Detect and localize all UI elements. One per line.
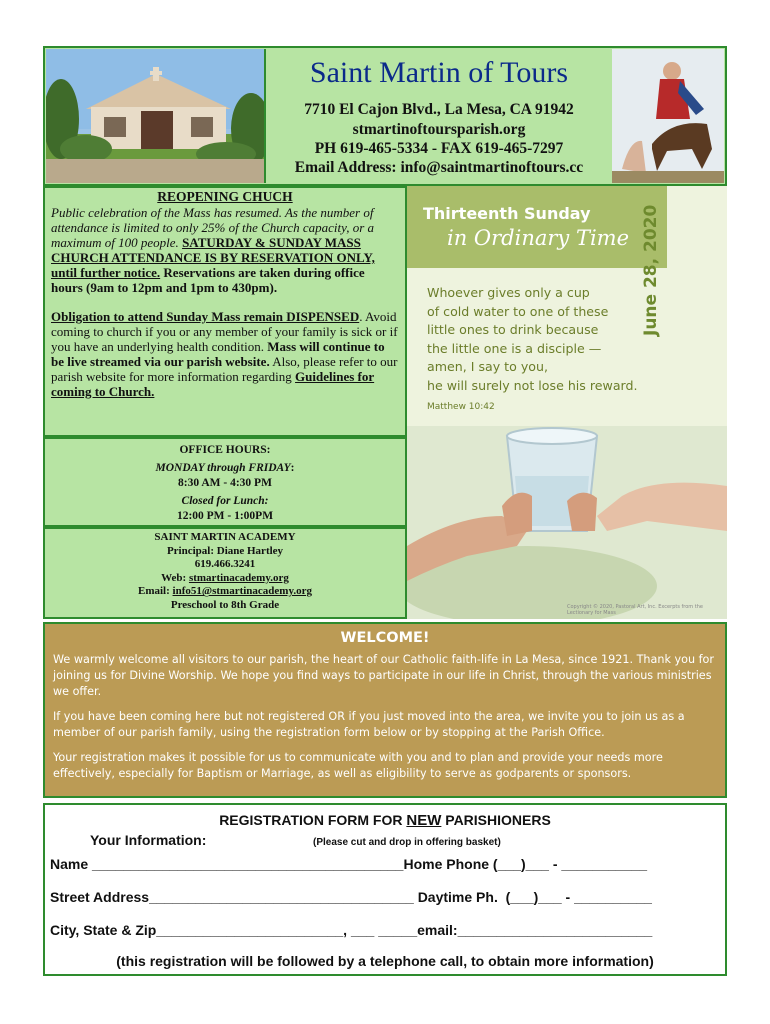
stay-home-text: . Avoid coming to church if you or any member of your family is sick or if you have an underlying health condition. <box>51 309 398 354</box>
quote-line: amen, I say to you, <box>427 359 548 374</box>
reservation-notice: SATURDAY & SUNDAY MASS CHURCH ATTENDANCE IS BY RESERVATION ONLY, until further notice. <box>51 235 375 280</box>
saint-martin-painting <box>612 49 724 183</box>
parish-address: 7710 El Cajon Blvd., La Mesa, CA 91942 <box>304 101 574 118</box>
sunday-poster <box>407 186 727 619</box>
academy-web-link[interactable]: stmartinacademy.org <box>188 571 289 584</box>
office-hours <box>43 437 407 527</box>
quote-line: he will surely not lose his reward. <box>427 377 638 393</box>
parish-phone-fax: PH 619-465-5334 - FAX 619-465-7297 <box>314 140 564 157</box>
parish-name: Saint Martin of Tours <box>309 56 569 89</box>
form-instruction: (Please cut and drop in offering basket) <box>313 837 501 848</box>
welcome-paragraph-3: Your registration makes it possible for us to communicate with you and to plan and provide your needs more effectively, especially for Baptism or Marriage, as well as eligibility to serve as godparents or sponsors. <box>53 751 663 780</box>
academy-email-link[interactable]: info51@stmartinacademy.org <box>172 585 312 598</box>
academy-email-label: Email: <box>138 585 173 598</box>
form-title-post: PARISHIONERS <box>441 812 551 828</box>
welcome-heading: WELCOME! <box>340 630 430 646</box>
welcome-section <box>43 622 727 798</box>
office-days-colon: : <box>290 462 295 474</box>
lunch-label: Closed for Lunch: <box>181 495 269 507</box>
academy-name: SAINT MARTIN ACADEMY <box>154 531 296 543</box>
reopening-paragraph-2 <box>51 309 399 399</box>
quote-line: the little one is a disciple — <box>427 340 602 356</box>
name-phone-line[interactable]: Name ________________________________________Home Phone (___)___ - ___________ <box>50 856 648 872</box>
livestream-text: Mass will continue to be live streamed via our parish website. <box>51 339 385 369</box>
guidelines-link[interactable]: Guidelines for coming to Church. <box>51 369 375 399</box>
form-title <box>43 812 727 829</box>
refer-website-text: Also, please refer to our parish website for more information regarding <box>51 354 398 384</box>
poster-citation: Matthew 10:42 <box>427 402 495 412</box>
academy-web-label: Web: <box>161 571 189 584</box>
quote-line: little ones to drink because <box>427 322 599 337</box>
parish-website[interactable]: stmartinoftoursparish.org <box>352 121 526 138</box>
reservation-hours: Reservations are taken during office hours (9am to 12pm and 1pm to 430pm). <box>51 265 365 295</box>
parish-email[interactable]: Email Address: info@saintmartinoftours.cc <box>294 159 584 176</box>
obligation-dispensed: Obligation to attend Sunday Mass remain DISPENSED <box>51 309 360 324</box>
form-footer-note: (this registration will be followed by a telephone call, to obtain more information) <box>116 953 654 969</box>
academy-info <box>43 527 407 619</box>
city-email-line[interactable]: City, State & Zip________________________, ___ _____email:_________________________ <box>50 922 653 938</box>
office-hours-heading: OFFICE HOURS: <box>179 444 271 456</box>
welcome-paragraph-1: We warmly welcome all visitors to our parish, the heart of our Catholic faith-life in La Mesa, since 1921. Thank you for joining us for Divine Worship. We hope you find ways to participate in our life in Christ, through the various ministries we offer. <box>53 653 714 698</box>
church-photo <box>46 49 266 183</box>
poster-quote <box>427 284 687 395</box>
poster-date: June 28, 2020 <box>641 204 661 336</box>
your-info-label: Your Information: <box>90 832 207 848</box>
academy-phone: 619.466.3241 <box>194 558 256 571</box>
form-title-new: NEW <box>406 812 442 829</box>
office-hours-time: 8:30 AM - 4:30 PM <box>178 477 272 489</box>
lunch-hours: 12:00 PM - 1:00PM <box>176 510 274 522</box>
academy-grades: Preschool to 8th Grade <box>170 598 280 611</box>
poster-title-1: Thirteenth Sunday <box>423 204 591 223</box>
academy-principal: Principal: Diane Hartley <box>166 544 284 557</box>
office-days: MONDAY through FRIDAY <box>155 462 291 474</box>
quote-line: of cold water to one of these <box>427 303 609 319</box>
reopening-paragraph-1 <box>51 205 399 295</box>
form-title-pre: REGISTRATION FORM FOR <box>219 812 407 828</box>
reopening-notice <box>43 186 407 437</box>
poster-copyright: Copyright © 2020, Pastoral Art, Inc. Excerpts from the Lectionary for Mass <box>567 604 703 616</box>
street-daytime-line[interactable]: Street Address__________________________________ Daytime Ph. (___)___ - __________ <box>50 889 652 905</box>
welcome-paragraph-2: If you have been coming here but not registered OR if you just moved into the area, we invite you to join us as a member of our parish family, using the registration form below or by stopping at the Parish Office. <box>53 710 685 739</box>
mass-resumed-text: Public celebration of the Mass has resumed. As the number of attendance is limited to only 25% of the Church capacity, or a maximum of 100 people. <box>51 205 375 250</box>
poster-title-2: in Ordinary Time <box>447 226 630 250</box>
reopening-heading: REOPENING CHUCH <box>157 189 293 204</box>
quote-line: Whoever gives only a cup <box>427 285 590 300</box>
